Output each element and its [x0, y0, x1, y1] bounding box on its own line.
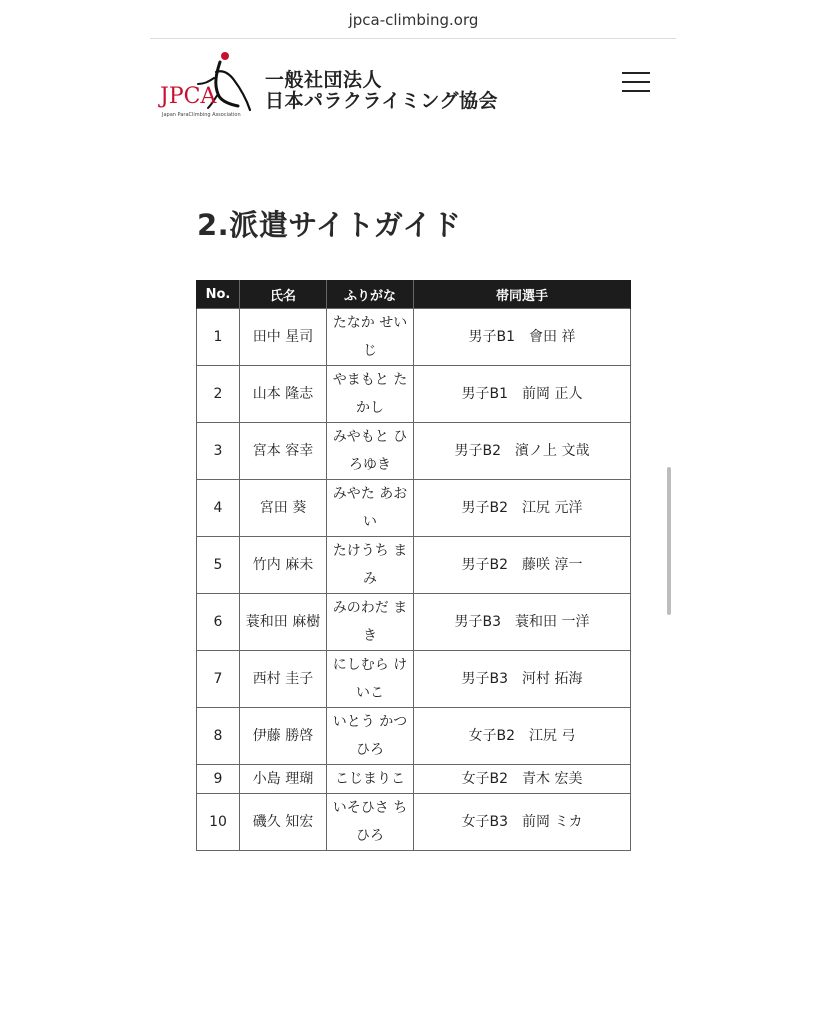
- header-furigana: ふりがな: [327, 280, 414, 309]
- table-row: [197, 423, 631, 480]
- table-row: [197, 309, 631, 366]
- menu-bar-bottom: [622, 90, 650, 92]
- cell-furigana: みやた あおい: [327, 480, 414, 537]
- cell-athlete: 男子B3 蓑和田 一洋: [414, 594, 631, 651]
- cell-athlete: 女子B3 前岡 ミカ: [414, 794, 631, 851]
- header-no: No.: [197, 280, 240, 309]
- cell-athlete: 男子B1 會田 祥: [414, 309, 631, 366]
- cell-name: 田中 星司: [240, 309, 327, 366]
- table-header-row: [197, 280, 631, 309]
- url-text: jpca-climbing.org: [348, 11, 479, 29]
- cell-furigana: いとう かつひろ: [327, 708, 414, 765]
- cell-no: 4: [197, 480, 240, 537]
- section-heading: 2.派遣サイトガイド: [197, 208, 462, 242]
- org-name-line1: 一般社団法人: [265, 69, 383, 91]
- cell-name: 小島 理瑚: [240, 765, 327, 794]
- cell-furigana: こじまりこ: [327, 765, 414, 794]
- cell-no: 6: [197, 594, 240, 651]
- cell-athlete: 男子B3 河村 拓海: [414, 651, 631, 708]
- cell-name: 山本 隆志: [240, 366, 327, 423]
- organization-name[interactable]: [265, 70, 498, 112]
- table-row: [197, 366, 631, 423]
- cell-furigana: たなか せいじ: [327, 309, 414, 366]
- cell-furigana: みのわだ まき: [327, 594, 414, 651]
- cell-furigana: やまもと たかし: [327, 366, 414, 423]
- cell-name: 竹内 麻未: [240, 537, 327, 594]
- cell-name: 蓑和田 麻樹: [240, 594, 327, 651]
- table-row: [197, 794, 631, 851]
- cell-name: 西村 圭子: [240, 651, 327, 708]
- svg-text:Japan ParaClimbing Association: Japan ParaClimbing Association: [162, 112, 241, 118]
- table-row: [197, 708, 631, 765]
- table-row: [197, 480, 631, 537]
- cell-no: 10: [197, 794, 240, 851]
- cell-no: 8: [197, 708, 240, 765]
- table-row: [197, 537, 631, 594]
- cell-furigana: いそひさ ちひろ: [327, 794, 414, 851]
- address-bar-divider: [150, 38, 676, 39]
- cell-no: 9: [197, 765, 240, 794]
- vertical-scrollbar[interactable]: [667, 467, 671, 615]
- cell-athlete: 男子B2 江尻 元洋: [414, 480, 631, 537]
- cell-furigana: にしむら けいこ: [327, 651, 414, 708]
- address-bar[interactable]: [0, 0, 827, 38]
- menu-bar-middle: [622, 81, 650, 83]
- cell-name: 伊藤 勝啓: [240, 708, 327, 765]
- cell-no: 5: [197, 537, 240, 594]
- table-row: [197, 765, 631, 794]
- cell-athlete: 男子B2 藤咲 淳一: [414, 537, 631, 594]
- climber-logo-icon: [158, 50, 258, 122]
- cell-no: 3: [197, 423, 240, 480]
- table-row: [197, 651, 631, 708]
- table-row: [197, 594, 631, 651]
- cell-furigana: たけうち まみ: [327, 537, 414, 594]
- cell-name: 宮本 容幸: [240, 423, 327, 480]
- cell-furigana: みやもと ひろゆき: [327, 423, 414, 480]
- cell-no: 2: [197, 366, 240, 423]
- menu-bar-top: [622, 72, 650, 74]
- header-name: 氏名: [240, 280, 327, 309]
- header-athlete: 帯同選手: [414, 280, 631, 309]
- staff-table: [196, 280, 631, 851]
- cell-name: 磯久 知宏: [240, 794, 327, 851]
- hamburger-menu-icon[interactable]: [622, 72, 650, 94]
- cell-athlete: 女子B2 青木 宏美: [414, 765, 631, 794]
- cell-athlete: 男子B2 濱ノ上 文哉: [414, 423, 631, 480]
- cell-athlete: 男子B1 前岡 正人: [414, 366, 631, 423]
- cell-name: 宮田 葵: [240, 480, 327, 537]
- org-name-line2: 日本パラクライミング協会: [265, 90, 499, 112]
- cell-athlete: 女子B2 江尻 弓: [414, 708, 631, 765]
- cell-no: 7: [197, 651, 240, 708]
- svg-text:JPCA: JPCA: [160, 84, 217, 109]
- jpca-logo[interactable]: [158, 50, 258, 122]
- cell-no: 1: [197, 309, 240, 366]
